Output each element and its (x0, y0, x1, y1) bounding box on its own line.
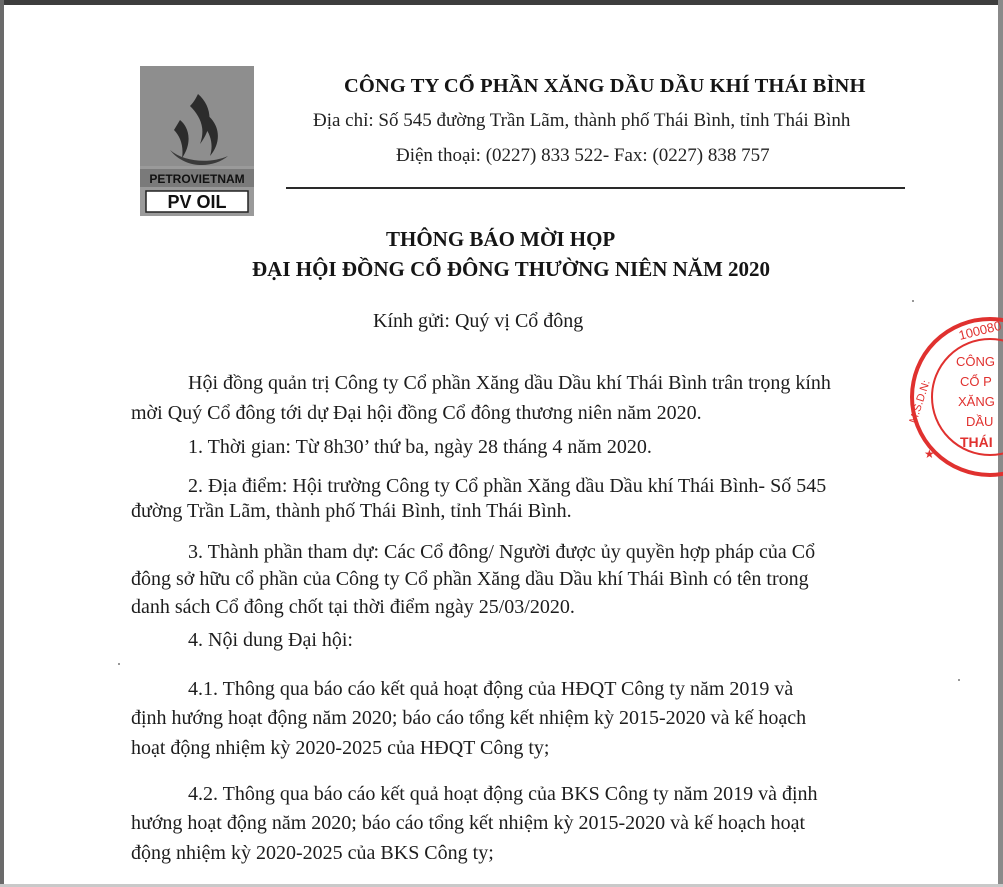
logo-brand-top: PETROVIETNAM (149, 172, 245, 186)
item-place-line-2: đường Trần Lãm, thành phố Thái Bình, tỉnh Thái Bình. (131, 500, 572, 522)
document-subtitle: ĐẠI HỘI ĐỒNG CỔ ĐÔNG THƯỜNG NIÊN NĂM 2020 (252, 257, 771, 281)
stamp-line-3: XĂNG (958, 394, 995, 409)
scan-speck (958, 679, 960, 681)
scan-speck (118, 663, 120, 665)
salutation: Kính gửi: Quý vị Cổ đông (373, 310, 584, 332)
item-attendees-line-3: danh sách Cổ đông chốt tại thời điểm ngày 25/03/2020. (131, 596, 575, 618)
stamp-star-icon: ★ (924, 447, 935, 461)
header-divider (286, 187, 905, 189)
stamp-number: 100080 (957, 317, 1003, 343)
item-place-line-1: 2. Địa điểm: Hội trường Công ty Cổ phần Xăng dầu Dầu khí Thái Bình- Số 545 (188, 475, 827, 497)
item-agenda-heading: 4. Nội dung Đại hội: (188, 629, 353, 651)
scan-speck (912, 300, 914, 302)
company-seal-stamp (902, 316, 1003, 478)
logo-brand-bottom: PV OIL (167, 192, 227, 212)
stamp-line-4: DẦU (966, 414, 994, 429)
company-address: Địa chỉ: Số 545 đường Trần Lãm, thành phố Thái Bình, tỉnh Thái Bình (313, 110, 851, 131)
agenda-4-2-line-2: hướng hoạt động năm 2020; báo cáo tổng kết nhiệm kỳ 2015-2020 và kế hoạch hoạt (131, 812, 806, 834)
stamp-code: M.S.D.N: (907, 378, 933, 425)
company-phone-fax: Điện thoại: (0227) 833 522- Fax: (0227) 838 757 (396, 145, 770, 166)
document-title: THÔNG BÁO MỜI HỌP (386, 227, 616, 251)
agenda-4-1-line-3: hoạt động nhiệm kỳ 2020-2025 của HĐQT Công ty; (131, 737, 550, 759)
agenda-4-1-line-1: 4.1. Thông qua báo cáo kết quả hoạt động của HĐQT Công ty năm 2019 và (188, 678, 794, 700)
scan-left-edge (0, 0, 4, 887)
agenda-4-2-line-1: 4.2. Thông qua báo cáo kết quả hoạt động của BKS Công ty năm 2019 và định (188, 783, 818, 805)
item-attendees-line-2: đông sở hữu cổ phần của Công ty Cổ phần Xăng dầu Dầu khí Thái Bình có tên trong (131, 568, 809, 590)
agenda-4-2-line-3: động nhiệm kỳ 2020-2025 của BKS Công ty; (131, 842, 494, 864)
stamp-line-2: CỔ P (960, 374, 992, 389)
intro-line-1: Hội đồng quản trị Công ty Cổ phần Xăng dầu Dầu khí Thái Bình trân trọng kính (188, 372, 831, 394)
intro-line-2: mời Quý Cổ đông tới dự Đại hội đồng Cổ đông thương niên năm 2020. (131, 402, 702, 424)
stamp-line-5: THÁI (960, 434, 993, 450)
pvoil-logo (140, 66, 254, 216)
stamp-line-1: CÔNG (956, 354, 995, 369)
agenda-4-1-line-2: định hướng hoạt động năm 2020; báo cáo tổng kết nhiệm kỳ 2015-2020 và kế hoạch (131, 707, 807, 729)
company-name: CÔNG TY CỔ PHẦN XĂNG DẦU DẦU KHÍ THÁI BÌNH (344, 75, 866, 97)
item-attendees-line-1: 3. Thành phần tham dự: Các Cổ đông/ Người được ủy quyền hợp pháp của Cổ (188, 541, 816, 563)
scan-top-edge (0, 0, 1003, 5)
item-time: 1. Thời gian: Từ 8h30’ thứ ba, ngày 28 tháng 4 năm 2020. (188, 436, 652, 458)
